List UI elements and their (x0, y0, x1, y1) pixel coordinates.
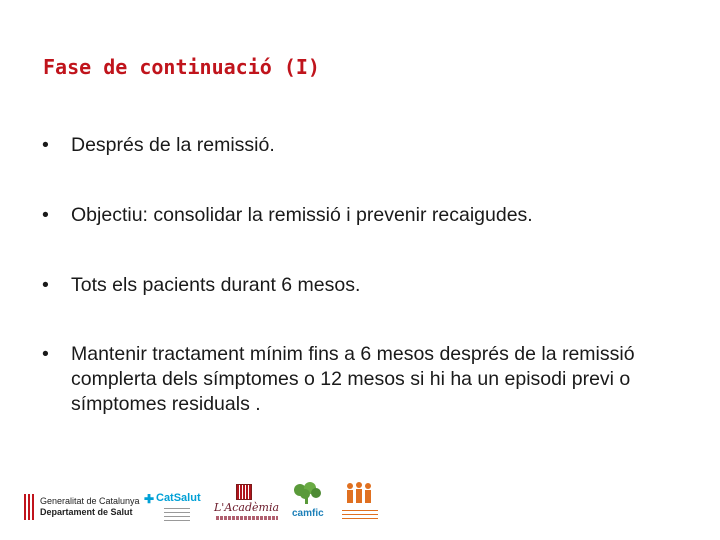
bullet-marker: • (42, 274, 49, 296)
bullet-item (42, 133, 275, 158)
catsalut-mark-icon: ✚ (144, 492, 155, 506)
bullet-marker: • (42, 204, 49, 226)
bullet-text: Tots els pacients durant 6 mesos. (71, 274, 361, 296)
bullet-marker: • (42, 343, 49, 365)
people-icon (344, 482, 374, 504)
generalitat-logo-line1: Generalitat de Catalunya (40, 496, 140, 506)
catsalut-logo-name: CatSalut (156, 492, 201, 504)
logo-footer (0, 478, 720, 528)
generalitat-logo (24, 494, 144, 520)
bullet-item (42, 203, 533, 228)
catsalut-logo (144, 490, 210, 526)
camfic-logo (290, 482, 328, 526)
family-medicine-logo-subtext (342, 510, 378, 520)
academia-logo-name: L'Acadèmia (214, 501, 280, 514)
bullet-text: Mantenir tractament mínim fins a 6 mesos després de la remissió complerta dels símptomes o 12 mesos si hi ha un episodi previ o símptomes residuals . (71, 343, 635, 415)
family-medicine-logo (340, 482, 382, 526)
tree-icon (292, 482, 322, 504)
crest-icon (236, 484, 252, 500)
camfic-logo-name: camfic (292, 508, 324, 519)
generalitat-logo-line2: Departament de Salut (40, 507, 133, 517)
senyera-icon (24, 494, 36, 520)
catsalut-logo-subtext (164, 508, 190, 522)
bullet-marker: • (42, 134, 49, 156)
bullet-text: Objectiu: consolidar la remissió i prevenir recaigudes. (71, 204, 533, 226)
bullet-item (42, 273, 360, 298)
academia-logo-subtext (216, 516, 278, 520)
bullet-item (42, 342, 683, 417)
slide-title: Fase de continuació (I) (43, 55, 320, 79)
bullet-text: Després de la remissió. (71, 134, 275, 156)
academia-logo (214, 484, 286, 524)
